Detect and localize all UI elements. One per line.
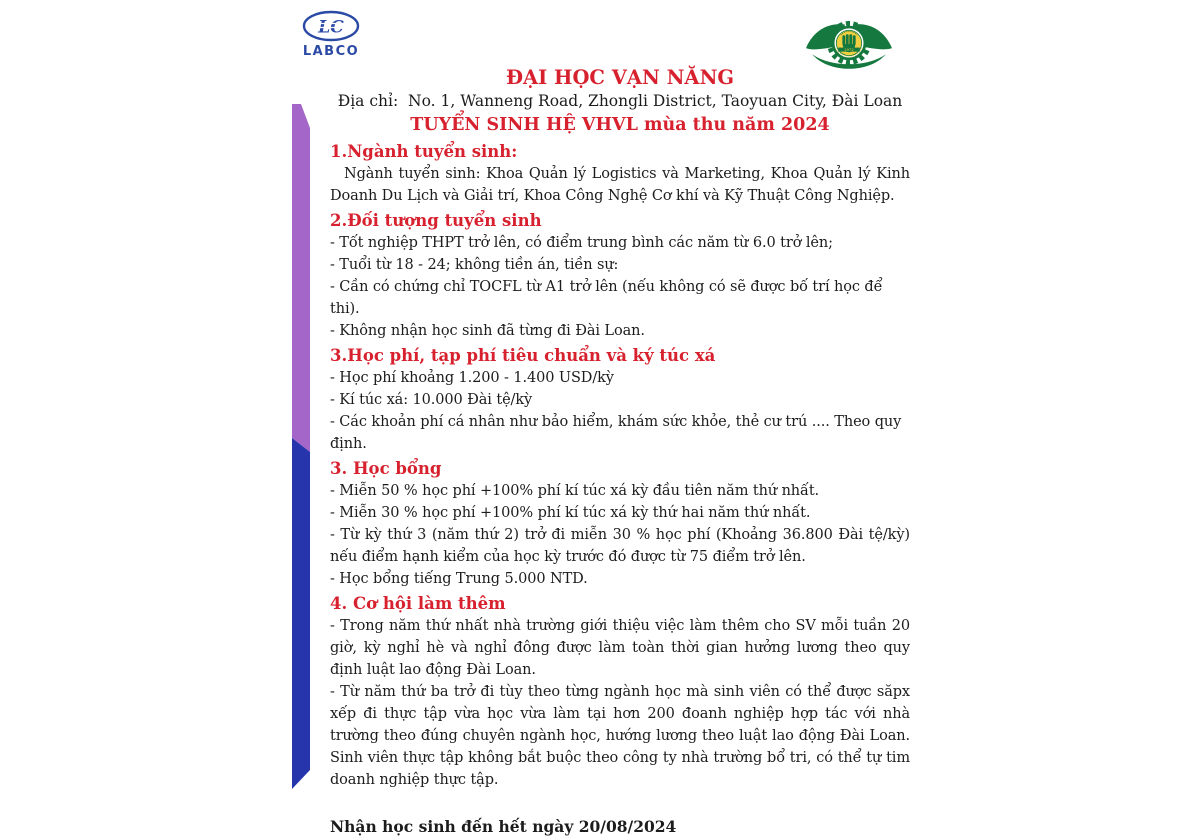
- section-heading-5: 4. Cơ hội làm thêm: [330, 594, 506, 613]
- emblem-year-label: 1972: [844, 47, 854, 52]
- accent-ribbon: [288, 100, 314, 794]
- labco-monogram-icon: LC: [318, 17, 344, 38]
- body-text-line: - Từ năm thứ ba trở đi tùy theo từng ngành học mà sinh viên có thể được săpx xếp đi thực tập vừa học vừa làm tại hơn 200 đoanh nghiệp hợp tác với nhà trường theo đúng chuyên ngành học, hướng lương theo luật lao động Đài Loan. Sinh viên thực tập không bắt buộc theo công ty nhà trường bổ tri, có thể tự tim doanh nghiệp thực tập.: [330, 684, 910, 788]
- body-text-line: - Các khoản phí cá nhân như bảo hiểm, khám sức khỏe, thẻ cư trú .... Theo quy định.: [330, 414, 902, 452]
- section-heading-1: 1.Ngành tuyển sinh:: [330, 142, 518, 161]
- body-text-line: - Không nhận học sinh đã từng đi Đài Loan.: [330, 323, 645, 339]
- body-text-line: - Trong năm thứ nhất nhà trường giới thiệu việc làm thêm cho SV mỗi tuần 20 giờ, kỳ nghỉ hè và nghỉ đông được làm toàn thời gian hưởng lương theo quy định luật lao động Đài Loan.: [330, 618, 910, 678]
- sections-container: [330, 140, 910, 791]
- section-heading-2: 2.Đối tượng tuyển sinh: [330, 211, 542, 230]
- body-text-line: - Miễn 30 % học phí +100% phí kí túc xá kỳ thứ hai năm thứ nhất.: [330, 505, 811, 521]
- university-name: ĐẠI HỌC VẠN NĂNG: [505, 66, 735, 89]
- address-line: Địa chỉ: No. 1, Wanneng Road, Zhongli District, Taoyuan City, Đài Loan: [337, 92, 903, 110]
- section-heading-4: 3. Học bổng: [330, 459, 442, 478]
- body-text-line: Ngành tuyển sinh: Khoa Quản lý Logistics và Marketing, Khoa Quản lý Kinh Doanh Du Lịch và Giải trí, Khoa Công Nghệ Cơ khí và Kỹ Thuật Công Nghiệp.: [330, 166, 910, 204]
- ribbon-purple-segment: [292, 104, 310, 452]
- body-text-line: - Tuổi từ 18 - 24; không tiền án, tiền sự:: [330, 257, 619, 273]
- body-text-line: - Học phí khoảng 1.200 - 1.400 USD/kỳ: [330, 370, 614, 386]
- announcement-title: TUYỂN SINH HỆ VHVL mùa thu năm 2024: [410, 115, 830, 135]
- section-heading-3: 3.Học phí, tạp phí tiêu chuẩn và ký túc xá: [330, 346, 716, 365]
- labco-logo: [300, 10, 362, 60]
- body-text-line: - Học bổng tiếng Trung 5.000 NTD.: [330, 571, 588, 587]
- body-text-line: - Cần có chứng chỉ TOCFL từ A1 trở lên (nếu không có sẽ được bố trí học để thi).: [330, 279, 883, 317]
- announcement-body: [330, 66, 910, 836]
- body-text-line: - Tốt nghiệp THPT trở lên, có điểm trung bình các năm từ 6.0 trở lên;: [330, 235, 833, 251]
- body-text-line: - Kí túc xá: 10.000 Đài tệ/kỳ: [330, 392, 533, 408]
- deadline-note: Nhận học sinh đến hết ngày 20/08/2024: [330, 817, 677, 836]
- labco-wordmark: LABCO: [302, 44, 360, 59]
- body-text-line: - Từ kỳ thứ 3 (năm thứ 2) trở đi miễn 30 % học phí (Khoảng 36.800 Đài tệ/kỳ) nếu điểm hạnh kiểm của học kỳ trước đó được từ 75 điểm trở lên.: [330, 527, 910, 565]
- ribbon-blue-segment: [292, 438, 310, 789]
- body-text-line: - Miễn 50 % học phí +100% phí kí túc xá kỳ đầu tiên năm thứ nhất.: [330, 483, 820, 499]
